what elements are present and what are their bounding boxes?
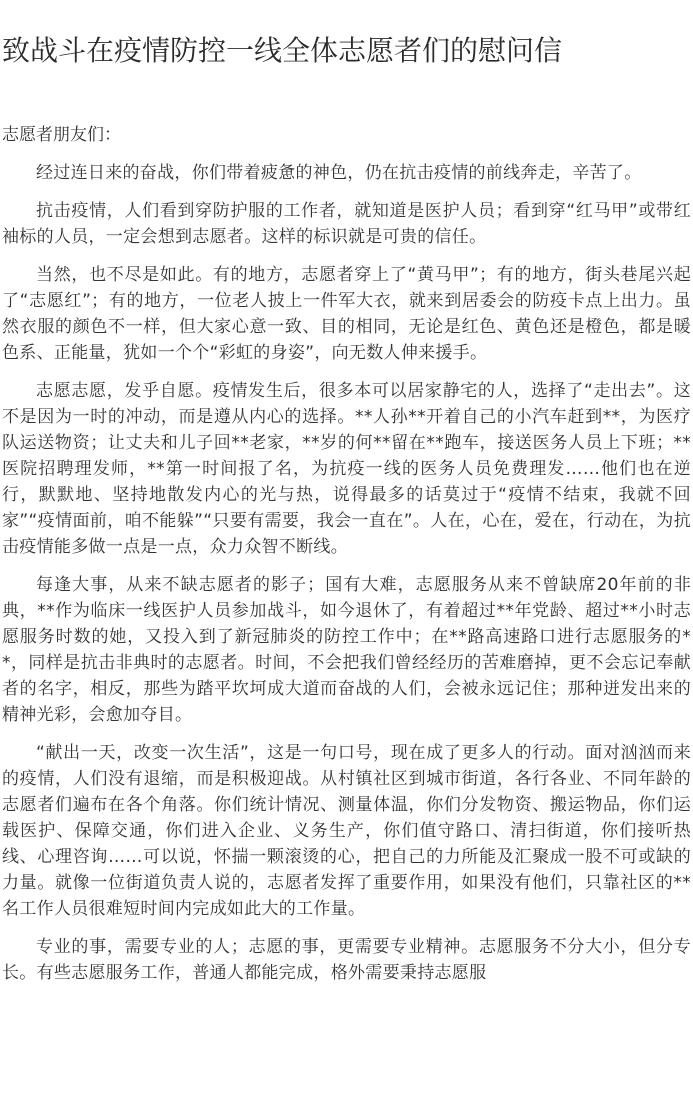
letter-greeting: 志愿者朋友们： (2, 125, 121, 145)
page-title: 致战斗在疫情防控一线全体志愿者们的慰问信 (2, 34, 563, 67)
paragraph: 经过连日来的奋战，你们带着疲惫的神色，仍在抗击疫情的前线奔走，辛苦了。 (36, 163, 642, 183)
paragraph: “献出一天，改变一次生活”，这是一句口号，现在成了更多人的行动。面对汹汹而来的疫情，人们没有退缩，而是积极迎战。从村镇社区到城市街道，各行各业、不同年龄的志愿者们遍布在各个角落。你们统计情况、测量体温，你们分发物资、搬运物品，你们运载医护、保障交通，你们进入企业、义务生产，你们值守路口、清扫街道，你们接听热线、心理咨询……可以说，怀揣一颗滚烫的心，把自己的力所能及汇聚成一股不可或缺的力量。就像一位街道负责人说的，志愿者发挥了重要作用，如果没有他们，只靠社区的**名工作人员很难短时间内完成如此大的工作量。 (2, 743, 691, 919)
paragraph: 当然，也不尽是如此。有的地方，志愿者穿上了“黄马甲”；有的地方，街头巷尾兴起了“志愿红”；有的地方，一位老人披上一件军大衣，就来到居委会的防疫卡点上出力。虽然衣服的颜色不一样，但大家心意一致、目的相同，无论是红色、黄色还是橙色，都是暖色系、正能量，犹如一个个“彩虹的身姿”，向无数人伸来援手。 (2, 265, 691, 363)
paragraph: 志愿志愿，发乎自愿。疫情发生后，很多本可以居家静宅的人，选择了“走出去”。这不是因为一时的冲动，而是遵从内心的选择。**人孙**开着自己的小汽车赶到**，为医疗队运送物资；让丈夫和儿子回**老家，**岁的何**留在**跑车，接送医务人员上下班；**医院招聘理发师，**第一时间报了名，为抗疫一线的医务人员免费理发……他们也在逆行，默默地、坚持地散发内心的光与热，说得最多的话莫过于“疫情不结束，我就不回家”“疫情面前，咱不能躲”“只要有需要，我会一直在”。人在，心在，爱在，行动在，为抗击疫情能多做一点是一点，众力众智不断线。 (2, 381, 691, 557)
letter-page (2, 28, 691, 986)
paragraph: 专业的事，需要专业的人；志愿的事，更需要专业精神。志愿服务不分大小，但分专长。有些志愿服务工作，普通人都能完成，格外需要秉持志愿服 (2, 937, 691, 983)
paragraph: 抗击疫情，人们看到穿防护服的工作者，就知道是医护人员；看到穿“红马甲”或带红袖标的人员，一定会想到志愿者。这样的标识就是可贵的信任。 (2, 201, 691, 247)
paragraph: 每逢大事，从来不缺志愿者的影子；国有大难，志愿服务从来不曾缺席20年前的非典，**作为临床一线医护人员参加战斗，如今退休了，有着超过**年党龄、超过**小时志愿服务时数的她，又投入到了新冠肺炎的防控工作中；在**路高速路口进行志愿服务的**，同样是抗击非典时的志愿者。时间，不会把我们曾经经历的苦难磨掉，更不会忘记奉献者的名字，相反，那些为踏平坎坷成大道而奋战的人们，会被永远记住；那种迸发出来的精神光彩，会愈加夺目。 (2, 575, 691, 725)
